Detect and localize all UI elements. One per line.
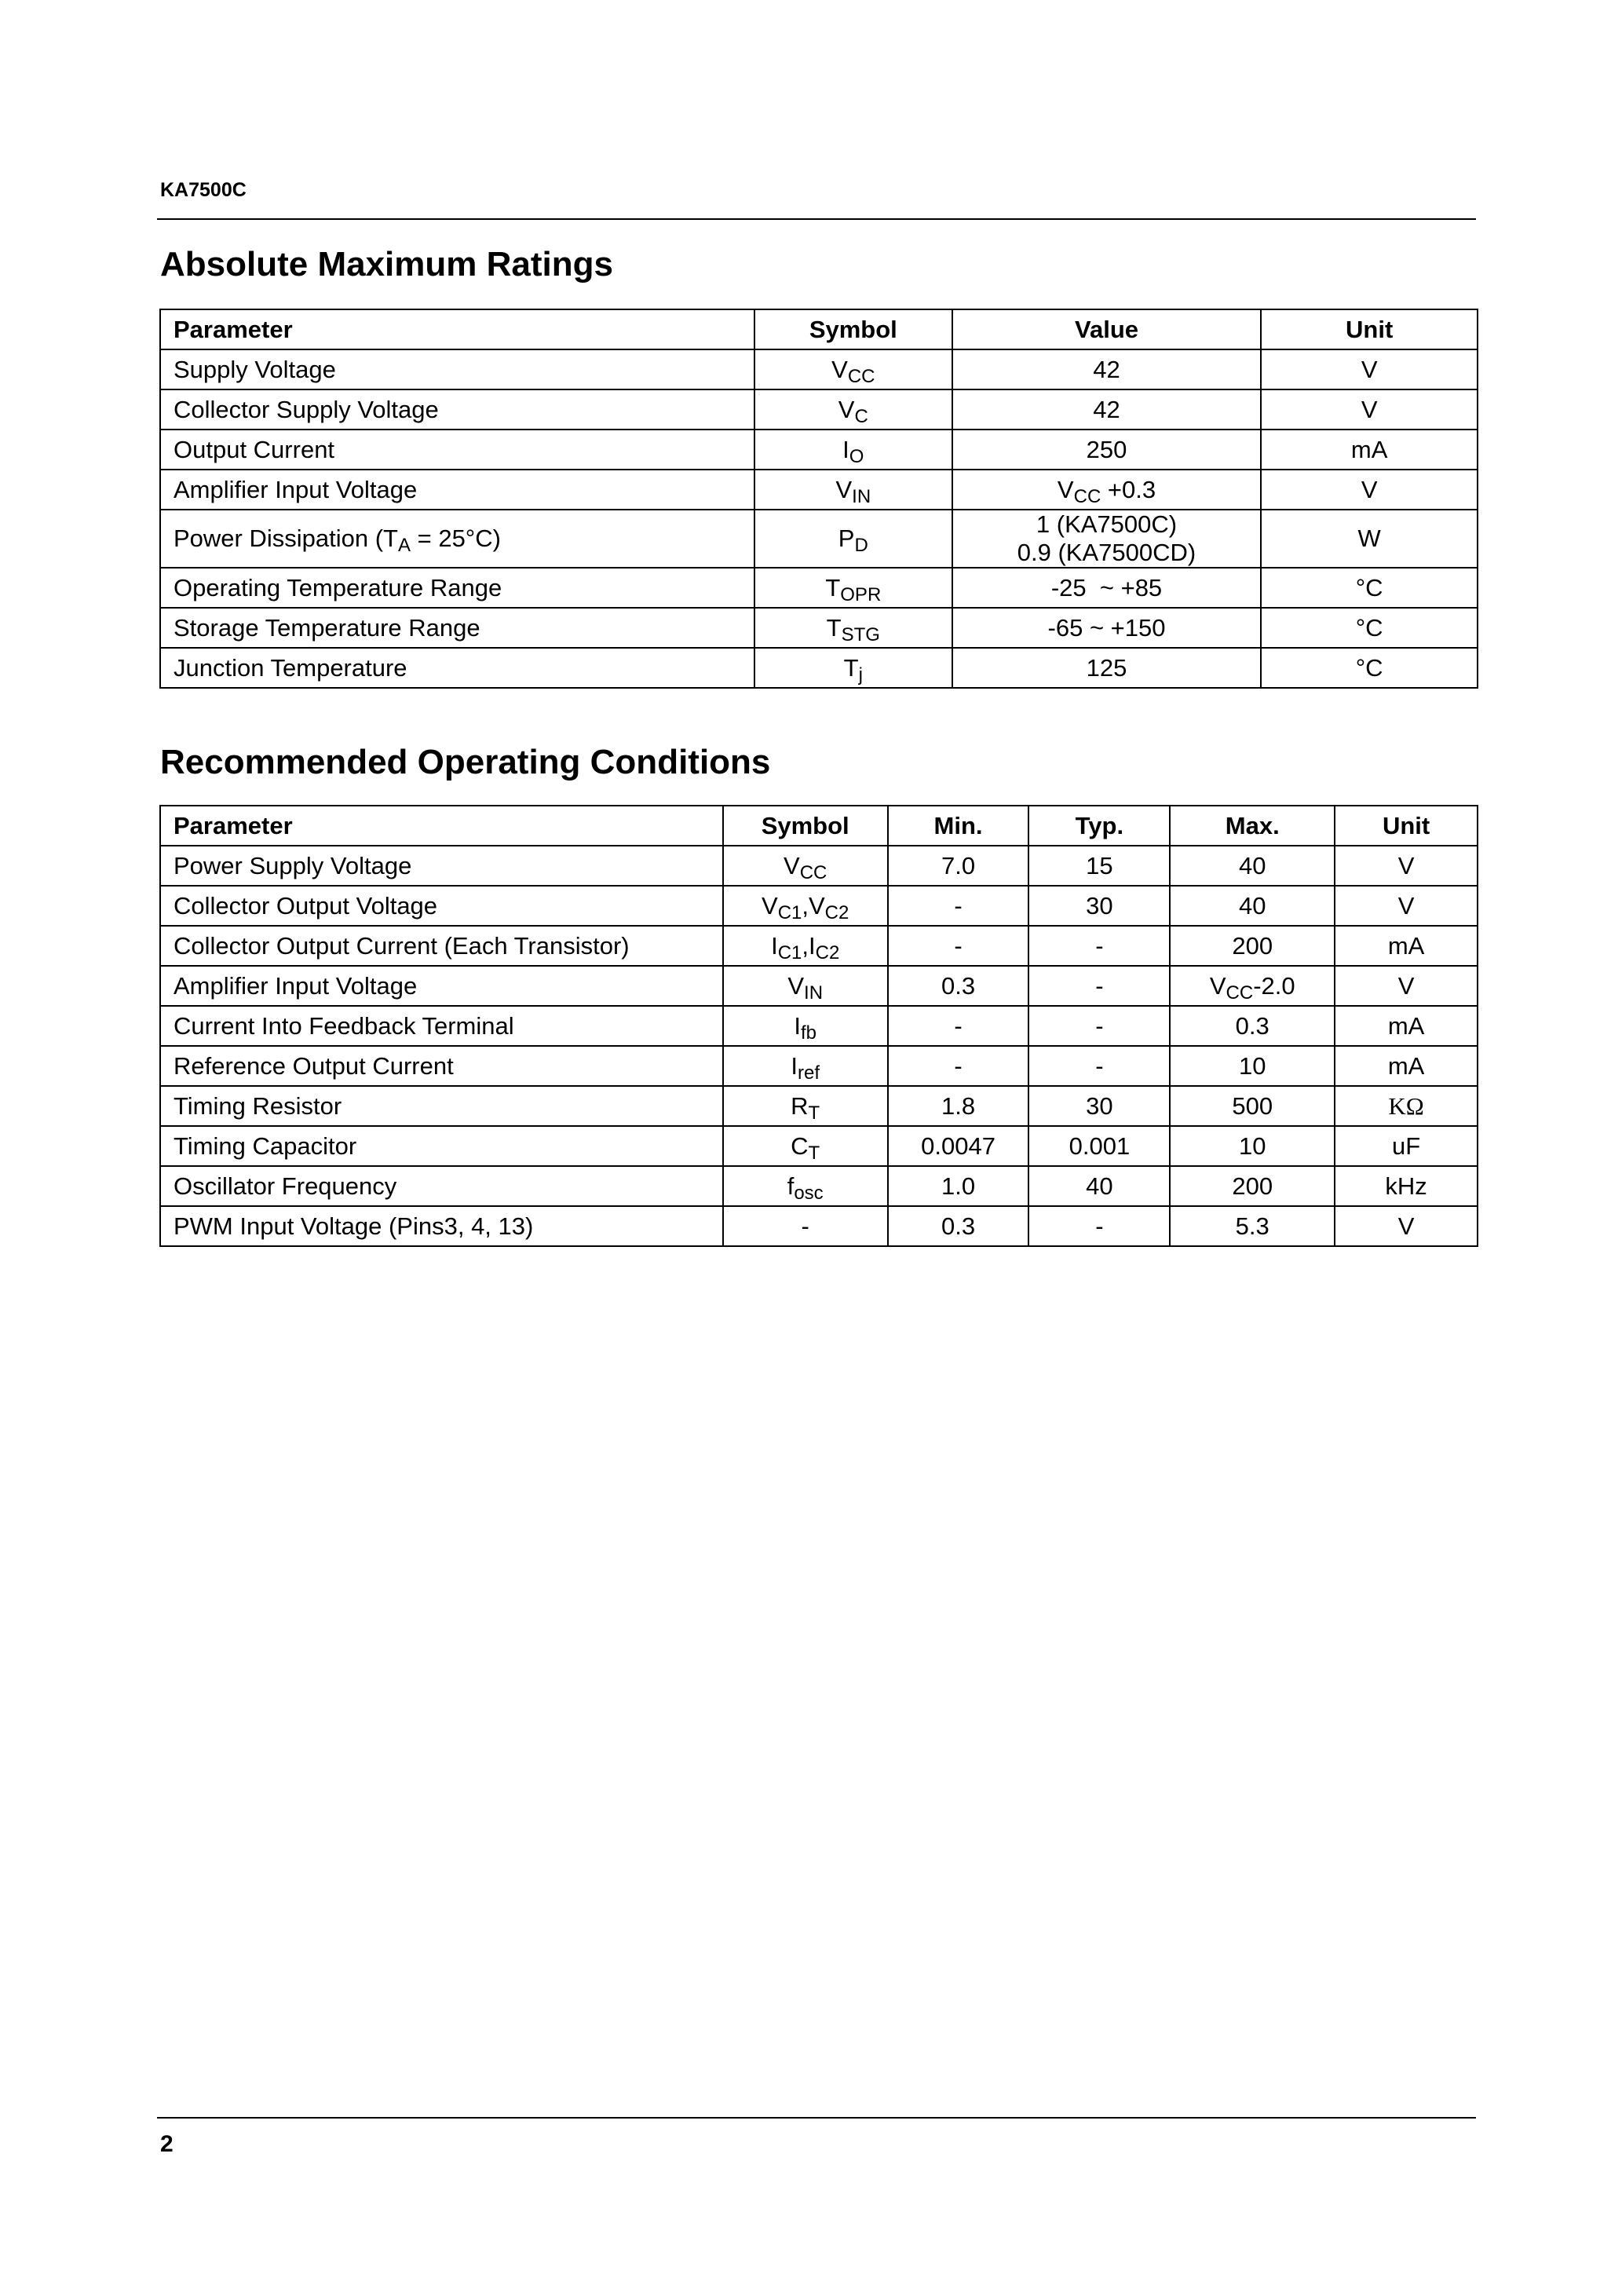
rec-op-table: [159, 805, 1478, 1247]
unit-cell: V: [1261, 389, 1478, 430]
unit-cell: mA: [1335, 1046, 1478, 1086]
param-cell: Amplifier Input Voltage: [160, 966, 723, 1006]
table-row: [160, 510, 1478, 568]
table-row: [160, 568, 1478, 608]
symbol-cell: Ifb: [723, 1006, 888, 1046]
min-cell: -: [888, 1006, 1029, 1046]
typ-cell: 15: [1028, 846, 1170, 886]
max-cell: 500: [1170, 1086, 1335, 1126]
max-cell: 10: [1170, 1046, 1335, 1086]
table-header-row: [160, 309, 1478, 349]
table-row: [160, 966, 1478, 1006]
table-row: [160, 1046, 1478, 1086]
typ-cell: -: [1028, 966, 1170, 1006]
header-rule: [157, 218, 1476, 220]
value-cell: 42: [952, 349, 1262, 389]
unit-cell: kHz: [1335, 1166, 1478, 1206]
page-number: 2: [160, 2131, 174, 2157]
table-row: [160, 1206, 1478, 1246]
unit-cell: °C: [1261, 608, 1478, 648]
param-cell: Collector Output Current (Each Transistor): [160, 926, 723, 966]
header-value: Value: [952, 309, 1262, 349]
unit-cell: mA: [1261, 430, 1478, 470]
symbol-cell: VIN: [723, 966, 888, 1006]
table-row: [160, 926, 1478, 966]
footer-rule: [157, 2117, 1476, 2119]
symbol-cell: -: [723, 1206, 888, 1246]
symbol-cell: PD: [754, 510, 952, 568]
value-cell: VCC +0.3: [952, 470, 1262, 510]
min-cell: 0.3: [888, 1206, 1029, 1246]
symbol-cell: IC1,IC2: [723, 926, 888, 966]
param-cell: Junction Temperature: [160, 648, 754, 688]
table-row: [160, 648, 1478, 688]
table-row: [160, 1086, 1478, 1126]
param-cell: Collector Output Voltage: [160, 886, 723, 926]
unit-cell: V: [1335, 1206, 1478, 1246]
min-cell: 0.0047: [888, 1126, 1029, 1166]
param-cell: PWM Input Voltage (Pins3, 4, 13): [160, 1206, 723, 1246]
table-row: [160, 846, 1478, 886]
min-cell: 1.8: [888, 1086, 1029, 1126]
unit-cell: °C: [1261, 568, 1478, 608]
abs-max-table: [159, 309, 1478, 689]
symbol-cell: RT: [723, 1086, 888, 1126]
value-cell: 42: [952, 389, 1262, 430]
max-cell: 200: [1170, 1166, 1335, 1206]
table-row: [160, 1166, 1478, 1206]
table-row: [160, 608, 1478, 648]
max-cell: 40: [1170, 886, 1335, 926]
symbol-cell: VC: [754, 389, 952, 430]
typ-cell: -: [1028, 1046, 1170, 1086]
max-cell: 40: [1170, 846, 1335, 886]
param-cell: Timing Resistor: [160, 1086, 723, 1126]
value-cell: 250: [952, 430, 1262, 470]
min-cell: 7.0: [888, 846, 1029, 886]
table-header-row: [160, 806, 1478, 846]
param-cell: Storage Temperature Range: [160, 608, 754, 648]
param-cell: Oscillator Frequency: [160, 1166, 723, 1206]
table-row: [160, 1006, 1478, 1046]
table-row: [160, 886, 1478, 926]
param-cell: Current Into Feedback Terminal: [160, 1006, 723, 1046]
typ-cell: -: [1028, 1206, 1170, 1246]
symbol-cell: VCC: [754, 349, 952, 389]
symbol-cell: TSTG: [754, 608, 952, 648]
param-cell: Amplifier Input Voltage: [160, 470, 754, 510]
unit-cell: V: [1335, 846, 1478, 886]
min-cell: 1.0: [888, 1166, 1029, 1206]
typ-cell: -: [1028, 926, 1170, 966]
param-cell: Timing Capacitor: [160, 1126, 723, 1166]
symbol-cell: Iref: [723, 1046, 888, 1086]
header-parameter: Parameter: [160, 806, 723, 846]
unit-cell: V: [1335, 966, 1478, 1006]
typ-cell: 0.001: [1028, 1126, 1170, 1166]
unit-cell: mA: [1335, 926, 1478, 966]
min-cell: -: [888, 1046, 1029, 1086]
header-parameter: Parameter: [160, 309, 754, 349]
value-cell: -25 ~ +85: [952, 568, 1262, 608]
value-cell: 1 (KA7500C) 0.9 (KA7500CD): [952, 510, 1262, 568]
typ-cell: 30: [1028, 1086, 1170, 1126]
table-row: [160, 470, 1478, 510]
param-cell: Supply Voltage: [160, 349, 754, 389]
typ-cell: 30: [1028, 886, 1170, 926]
header-symbol: Symbol: [723, 806, 888, 846]
max-cell: 5.3: [1170, 1206, 1335, 1246]
header-max: Max.: [1170, 806, 1335, 846]
min-cell: -: [888, 886, 1029, 926]
unit-cell: uF: [1335, 1126, 1478, 1166]
value-cell: 125: [952, 648, 1262, 688]
header-min: Min.: [888, 806, 1029, 846]
header-symbol: Symbol: [754, 309, 952, 349]
unit-cell: W: [1261, 510, 1478, 568]
param-cell: Operating Temperature Range: [160, 568, 754, 608]
abs-max-title: Absolute Maximum Ratings: [160, 245, 613, 283]
symbol-cell: fosc: [723, 1166, 888, 1206]
param-cell: Collector Supply Voltage: [160, 389, 754, 430]
unit-cell: V: [1261, 349, 1478, 389]
unit-cell: °C: [1261, 648, 1478, 688]
unit-cell: V: [1335, 886, 1478, 926]
param-cell: Reference Output Current: [160, 1046, 723, 1086]
header-unit: Unit: [1335, 806, 1478, 846]
min-cell: -: [888, 926, 1029, 966]
rec-op-title: Recommended Operating Conditions: [160, 743, 771, 781]
max-cell: 0.3: [1170, 1006, 1335, 1046]
unit-cell: KΩ: [1335, 1086, 1478, 1126]
min-cell: 0.3: [888, 966, 1029, 1006]
param-cell: Power Supply Voltage: [160, 846, 723, 886]
symbol-cell: VCC: [723, 846, 888, 886]
symbol-cell: TOPR: [754, 568, 952, 608]
symbol-cell: CT: [723, 1126, 888, 1166]
max-cell: 200: [1170, 926, 1335, 966]
table-row: [160, 349, 1478, 389]
header-doc-id: KA7500C: [160, 179, 247, 201]
table-row: [160, 1126, 1478, 1166]
typ-cell: 40: [1028, 1166, 1170, 1206]
table-row: [160, 389, 1478, 430]
symbol-cell: VC1,VC2: [723, 886, 888, 926]
max-cell: VCC-2.0: [1170, 966, 1335, 1006]
symbol-cell: IO: [754, 430, 952, 470]
header-typ: Typ.: [1028, 806, 1170, 846]
unit-cell: mA: [1335, 1006, 1478, 1046]
symbol-cell: Tj: [754, 648, 952, 688]
param-cell: Output Current: [160, 430, 754, 470]
unit-cell: V: [1261, 470, 1478, 510]
table-row: [160, 430, 1478, 470]
header-unit: Unit: [1261, 309, 1478, 349]
value-cell: -65 ~ +150: [952, 608, 1262, 648]
symbol-cell: VIN: [754, 470, 952, 510]
max-cell: 10: [1170, 1126, 1335, 1166]
param-cell: Power Dissipation (TA = 25°C): [160, 510, 754, 568]
typ-cell: -: [1028, 1006, 1170, 1046]
